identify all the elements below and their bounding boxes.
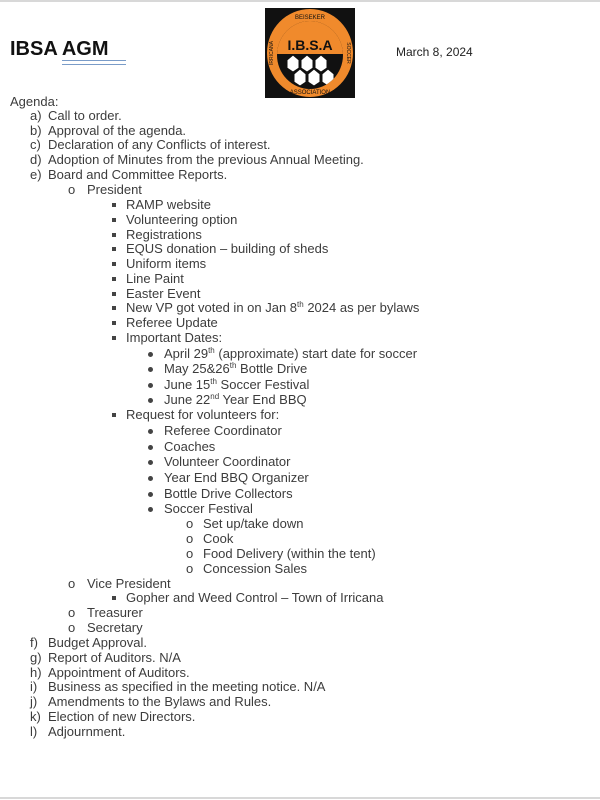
item-text: Secretary bbox=[87, 620, 143, 635]
item-text: Line Paint bbox=[126, 271, 184, 286]
item-text: Soccer Festival bbox=[164, 501, 253, 516]
item-text: President bbox=[87, 182, 142, 197]
agenda-item bbox=[48, 650, 181, 665]
agenda-item bbox=[126, 286, 200, 301]
agenda-item bbox=[87, 605, 143, 620]
item-text: Concession Sales bbox=[203, 561, 308, 576]
round-bullet-icon bbox=[148, 507, 153, 512]
agenda-item bbox=[87, 182, 142, 197]
agenda-item bbox=[126, 227, 202, 242]
square-bullet-icon bbox=[112, 233, 116, 237]
item-text-rest: 2024 as per bylaws bbox=[303, 300, 420, 315]
circle-bullet-icon: o bbox=[68, 620, 76, 635]
list-letter: j) bbox=[30, 694, 38, 709]
agenda-item bbox=[126, 590, 384, 605]
round-bullet-icon bbox=[148, 383, 153, 388]
agenda-item bbox=[164, 454, 290, 469]
item-text: April 29 bbox=[164, 346, 209, 361]
agenda-item bbox=[126, 315, 218, 330]
agenda-item bbox=[164, 392, 307, 407]
logo-left-text: IRRICANA bbox=[269, 41, 275, 65]
agenda-item bbox=[87, 620, 143, 635]
circle-bullet-icon: o bbox=[186, 516, 194, 531]
logo-bottom-text: ASSOCIATION bbox=[289, 90, 331, 96]
item-text-rest: Bottle Drive bbox=[236, 361, 308, 376]
square-bullet-icon bbox=[112, 413, 116, 417]
document-title bbox=[10, 38, 109, 61]
list-letter: d) bbox=[30, 152, 42, 167]
round-bullet-icon bbox=[148, 476, 153, 481]
list-letter: l) bbox=[30, 724, 38, 739]
page-bottom-border bbox=[0, 797, 600, 799]
agenda-item bbox=[48, 123, 186, 138]
title-text-agm: AGM bbox=[61, 38, 109, 60]
item-text: Registrations bbox=[126, 227, 202, 242]
circle-bullet-icon: o bbox=[186, 561, 194, 576]
logo-right-text: SOCCER bbox=[345, 42, 351, 64]
item-text: Adjournment. bbox=[48, 724, 126, 739]
agenda-label: Agenda: bbox=[10, 94, 59, 109]
agenda-item bbox=[164, 439, 215, 454]
agenda-item bbox=[164, 470, 309, 485]
round-bullet-icon bbox=[148, 445, 153, 450]
item-text: Board and Committee Reports. bbox=[48, 167, 228, 182]
agenda-item bbox=[87, 576, 171, 591]
item-text: Referee Coordinator bbox=[164, 423, 282, 438]
item-text: Appointment of Auditors. bbox=[48, 665, 190, 680]
agenda-item bbox=[48, 108, 122, 123]
square-bullet-icon bbox=[112, 306, 116, 310]
item-text: Request for volunteers for: bbox=[126, 407, 280, 422]
item-text: Election of new Directors. bbox=[48, 709, 196, 724]
agenda-item bbox=[164, 501, 253, 516]
agenda-item bbox=[48, 152, 364, 167]
circle-bullet-icon: o bbox=[186, 546, 194, 561]
square-bullet-icon bbox=[112, 262, 116, 266]
title-text: IBSA bbox=[10, 38, 62, 60]
agenda-item bbox=[48, 679, 325, 694]
ibsa-logo bbox=[265, 8, 355, 98]
item-text: Business as specified in the meeting notice. N/A bbox=[48, 679, 326, 694]
item-text: Coaches bbox=[164, 439, 216, 454]
agenda-item bbox=[126, 300, 419, 315]
circle-bullet-icon: o bbox=[68, 605, 76, 620]
item-text: June 22 bbox=[164, 392, 211, 407]
item-text: Food Delivery (within the tent) bbox=[203, 546, 376, 561]
item-text: Adoption of Minutes from the previous Annual Meeting. bbox=[48, 152, 364, 167]
circle-bullet-icon: o bbox=[68, 182, 76, 197]
square-bullet-icon bbox=[112, 336, 116, 340]
square-bullet-icon bbox=[112, 292, 116, 296]
square-bullet-icon bbox=[112, 596, 116, 600]
agenda-item bbox=[203, 516, 303, 531]
item-text: Amendments to the Bylaws and Rules. bbox=[48, 694, 272, 709]
item-text: Volunteer Coordinator bbox=[164, 454, 291, 469]
item-text: Bottle Drive Collectors bbox=[164, 486, 293, 501]
agenda-item bbox=[126, 197, 211, 212]
agenda-item bbox=[126, 330, 222, 345]
ordinal-suffix: th bbox=[210, 377, 217, 386]
agenda-item bbox=[48, 635, 147, 650]
agenda-item bbox=[126, 407, 279, 422]
agenda-item bbox=[48, 665, 190, 680]
item-text: Treasurer bbox=[87, 605, 143, 620]
list-letter: h) bbox=[30, 665, 42, 680]
round-bullet-icon bbox=[148, 492, 153, 497]
page-top-border bbox=[0, 0, 600, 2]
list-letter: b) bbox=[30, 123, 42, 138]
item-text: Gopher and Weed Control – Town of Irricana bbox=[126, 590, 384, 605]
agenda-item bbox=[126, 271, 184, 286]
list-letter: g) bbox=[30, 650, 42, 665]
item-text: Call to order. bbox=[48, 108, 122, 123]
agenda-item bbox=[164, 423, 282, 438]
item-text: Set up/take down bbox=[203, 516, 304, 531]
square-bullet-icon bbox=[112, 247, 116, 251]
round-bullet-icon bbox=[148, 398, 153, 403]
agenda-item bbox=[48, 167, 227, 182]
logo-top-text: BEISEKER bbox=[294, 15, 326, 21]
agenda-item bbox=[126, 256, 206, 271]
item-text: Cook bbox=[203, 531, 234, 546]
item-text: Referee Update bbox=[126, 315, 218, 330]
square-bullet-icon bbox=[112, 203, 116, 207]
round-bullet-icon bbox=[148, 460, 153, 465]
agenda-item bbox=[164, 486, 293, 501]
item-text: Year End BBQ Organizer bbox=[164, 470, 309, 485]
ordinal-suffix: nd bbox=[210, 392, 220, 401]
agenda-item bbox=[48, 709, 195, 724]
list-letter: i) bbox=[30, 679, 38, 694]
item-text: Budget Approval. bbox=[48, 635, 148, 650]
item-text: June 15 bbox=[164, 377, 211, 392]
round-bullet-icon bbox=[148, 429, 153, 434]
logo-center-text: I.B.S.A bbox=[287, 37, 333, 53]
square-bullet-icon bbox=[112, 277, 116, 281]
item-text: EQUS donation – building of sheds bbox=[126, 241, 329, 256]
circle-bullet-icon: o bbox=[68, 576, 76, 591]
agenda-item bbox=[164, 361, 307, 376]
agenda-item bbox=[48, 724, 125, 739]
spellcheck-underline bbox=[62, 60, 126, 65]
item-text: New VP got voted in on Jan 8 bbox=[126, 300, 298, 315]
list-letter: f) bbox=[30, 635, 38, 650]
agenda-item bbox=[164, 346, 417, 361]
ordinal-suffix: th bbox=[229, 361, 237, 370]
agenda-item bbox=[164, 377, 309, 392]
list-letter: k) bbox=[30, 709, 41, 724]
ordinal-suffix: th bbox=[297, 300, 304, 309]
square-bullet-icon bbox=[112, 321, 116, 325]
agenda-item bbox=[203, 531, 233, 546]
item-text: Easter Event bbox=[126, 286, 201, 301]
list-letter: e) bbox=[30, 167, 42, 182]
item-text-rest: Soccer Festival bbox=[216, 377, 310, 392]
round-bullet-icon bbox=[148, 367, 153, 372]
square-bullet-icon bbox=[112, 218, 116, 222]
item-text: Approval of the agenda. bbox=[48, 123, 187, 138]
item-text: Declaration of any Conflicts of interest. bbox=[48, 137, 271, 152]
list-letter: a) bbox=[30, 108, 42, 123]
agenda-item bbox=[126, 212, 237, 227]
item-text-rest: (approximate) start date for soccer bbox=[214, 346, 418, 361]
item-text: Report of Auditors. N/A bbox=[48, 650, 181, 665]
agenda-item bbox=[48, 694, 271, 709]
item-text: RAMP website bbox=[126, 197, 212, 212]
item-text: Vice President bbox=[87, 576, 171, 591]
agenda-item bbox=[203, 546, 376, 561]
ordinal-suffix: th bbox=[208, 346, 215, 355]
agenda-item bbox=[203, 561, 307, 576]
item-text: Volunteering option bbox=[126, 212, 238, 227]
round-bullet-icon bbox=[148, 352, 153, 357]
item-text: Uniform items bbox=[126, 256, 207, 271]
item-text: May 25&26 bbox=[164, 361, 230, 376]
meeting-date: March 8, 2024 bbox=[396, 45, 473, 59]
agenda-item bbox=[126, 241, 328, 256]
item-text: Important Dates: bbox=[126, 330, 223, 345]
circle-bullet-icon: o bbox=[186, 531, 194, 546]
list-letter: c) bbox=[30, 137, 41, 152]
item-text-rest: Year End BBQ bbox=[219, 392, 307, 407]
agenda-item bbox=[48, 137, 271, 152]
